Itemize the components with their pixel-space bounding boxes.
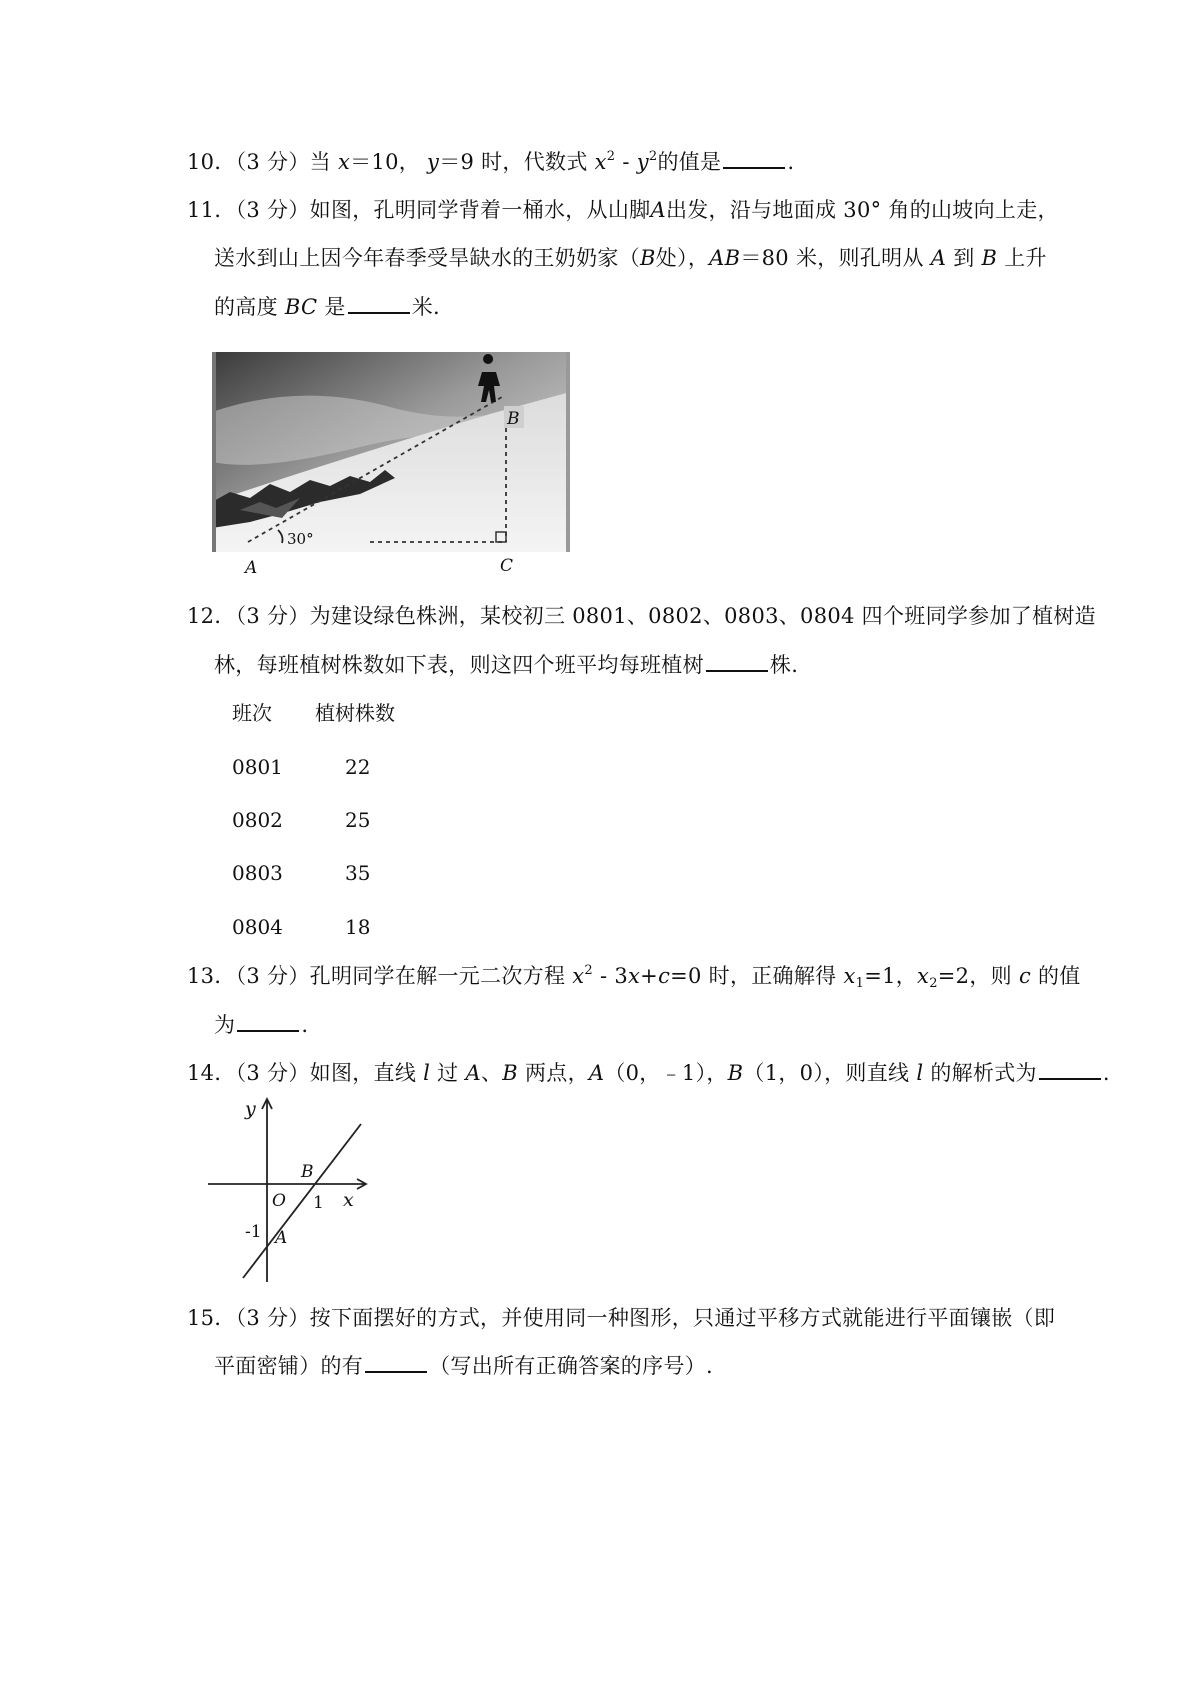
photo-frame-right — [566, 352, 570, 552]
q13-root-1: =1， — [864, 964, 918, 988]
q11-text: 的高度 — [214, 295, 278, 319]
segment-bc: BC — [284, 295, 318, 319]
point-b: B — [502, 1061, 518, 1085]
q13-text: 13．（3 分）孔明同学在解一元二次方程 — [187, 964, 566, 988]
point-a: A — [650, 198, 666, 222]
answer-blank-15[interactable] — [365, 1353, 427, 1373]
table-header-count: 植树株数 — [315, 701, 395, 725]
tick-label-neg1: -1 — [245, 1222, 262, 1242]
q11-text: 到 — [953, 246, 975, 270]
table-cell: 22 — [345, 755, 371, 779]
var-c: c — [658, 964, 671, 988]
point-b: B — [727, 1061, 744, 1085]
question-11-line-3 — [214, 293, 440, 321]
label-a: A — [245, 558, 258, 578]
q11-text: 是 — [324, 295, 346, 319]
var-x: x — [628, 964, 641, 988]
q10-x-value: ＝10， — [350, 150, 421, 174]
photo-frame-left — [212, 352, 216, 552]
q15-text: 15．（3 分）按下面摆好的方式，并使用同一种图形，只通过平移方式就能进行平面镶嵌（即 — [187, 1306, 1056, 1330]
period: . — [301, 1013, 309, 1037]
mountain-slope-figure — [210, 352, 572, 580]
q12-text: 12．（3 分）为建设绿色株洲，某校初三 0801、0802、0803、0804 四个班同学参加了植树造 — [187, 604, 1096, 628]
period: . — [787, 150, 795, 174]
q14-text: 的解析式为 — [930, 1061, 1037, 1085]
period: . — [1102, 1061, 1110, 1085]
point-b: B — [981, 246, 998, 270]
line-l: l — [916, 1061, 924, 1085]
q15-text: 平面密铺）的有 — [214, 1354, 364, 1378]
q11-text: 出发，沿与地面成 30° 角的山坡向上走， — [665, 198, 1059, 222]
q12-text: 林，每班植树株数如下表，则这四个班平均每班植树 — [214, 653, 704, 677]
exponent: 2 — [584, 963, 593, 978]
q13-text: =0 时，正确解得 — [670, 964, 837, 988]
table-cell: 25 — [345, 808, 371, 832]
q10-text-start: 10．（3 分）当 — [187, 150, 331, 174]
question-15-line-2 — [214, 1352, 713, 1380]
point-a: A — [930, 246, 947, 270]
var-x1: x — [843, 964, 856, 988]
q14-coords-b: （1，0），则直线 — [743, 1061, 910, 1085]
answer-blank-11[interactable] — [348, 294, 410, 314]
origin-label: O — [272, 1191, 286, 1211]
tree-planting-table — [232, 700, 432, 940]
label-b: B — [507, 409, 520, 429]
question-15-line-1 — [187, 1304, 1055, 1332]
q14-text: 两点， — [524, 1061, 589, 1085]
q13-text: 的值 — [1037, 964, 1081, 988]
point-a: A — [588, 1061, 605, 1085]
point-a: A — [465, 1061, 481, 1085]
var-x-expr: x — [594, 150, 607, 174]
q10-tail: 的值是 — [657, 150, 722, 174]
table-cell: 35 — [345, 861, 371, 885]
q14-text: 过 — [437, 1061, 459, 1085]
var-y: y — [427, 150, 440, 174]
exponent: 2 — [606, 149, 616, 164]
var-y-expr: y — [636, 150, 649, 174]
exponent: 2 — [648, 149, 658, 164]
question-13-line-2 — [214, 1011, 308, 1039]
line-l: l — [423, 1061, 431, 1085]
point-b-label: B — [301, 1162, 314, 1182]
q11-text: ＝80 米，则孔明从 — [740, 246, 924, 270]
q14-text: 、 — [480, 1061, 503, 1085]
var-x: x — [337, 150, 351, 174]
question-10 — [187, 148, 794, 176]
var-x2: x — [917, 964, 930, 988]
coordinate-figure — [205, 1096, 380, 1282]
q14-text: 14．（3 分）如图，直线 — [187, 1061, 417, 1085]
angle-label: 30° — [287, 530, 314, 548]
q13-text: - 3 — [592, 964, 628, 988]
table-cell: 18 — [345, 915, 371, 939]
point-a-label: A — [275, 1228, 288, 1248]
answer-blank-13[interactable] — [237, 1012, 299, 1032]
q11-text: 处）， — [655, 246, 710, 270]
q13-text: 为 — [214, 1013, 236, 1037]
q11-text: 上升 — [1004, 246, 1047, 270]
q10-y-value: ＝9 时，代数式 — [439, 150, 588, 174]
table-cell: 0801 — [232, 755, 283, 779]
q15-text: （写出所有正确答案的序号）. — [429, 1354, 713, 1378]
x-axis-label: x — [343, 1189, 354, 1211]
q12-text: 株. — [769, 653, 799, 677]
segment-ab: AB — [709, 246, 741, 270]
table-cell: 0802 — [232, 808, 283, 832]
question-12-line-1 — [187, 602, 1096, 630]
table-header-class: 班次 — [232, 701, 272, 725]
q13-root-2: =2，则 — [937, 964, 1012, 988]
y-axis-label: y — [245, 1098, 256, 1120]
q14-coords-a: （0，﹣1）， — [604, 1061, 728, 1085]
q11-text: 送水到山上因今年春季受旱缺水的王奶奶家（ — [214, 246, 640, 270]
subscript-2: 2 — [929, 976, 938, 991]
question-14-line-1 — [187, 1059, 1110, 1087]
label-c: C — [500, 556, 514, 576]
tick-label-1: 1 — [313, 1193, 324, 1213]
var-c: c — [1018, 964, 1031, 988]
minus-sign: - — [615, 150, 637, 174]
answer-blank-10[interactable] — [723, 149, 785, 169]
var-x: x — [572, 964, 585, 988]
point-b: B — [640, 246, 656, 270]
table-cell: 0803 — [232, 861, 283, 885]
q11-text: 米. — [411, 295, 440, 319]
answer-blank-14[interactable] — [1039, 1060, 1101, 1080]
table-cell: 0804 — [232, 915, 283, 939]
answer-blank-12[interactable] — [706, 652, 768, 672]
question-12-line-2 — [214, 651, 798, 679]
question-11-line-2 — [214, 244, 1047, 272]
q11-text: 11．（3 分）如图，孔明同学背着一桶水，从山脚 — [187, 198, 651, 222]
question-11-line-1 — [187, 196, 1059, 224]
question-13-line-1: 13．（3 分）孔明同学在解一元二次方程 $x^2 - 3x+c=0$ 时，正确解得 $x_1=1$，$x_2=2$，则 c 的值 — [187, 963, 1081, 991]
subscript-1: 1 — [855, 976, 865, 991]
